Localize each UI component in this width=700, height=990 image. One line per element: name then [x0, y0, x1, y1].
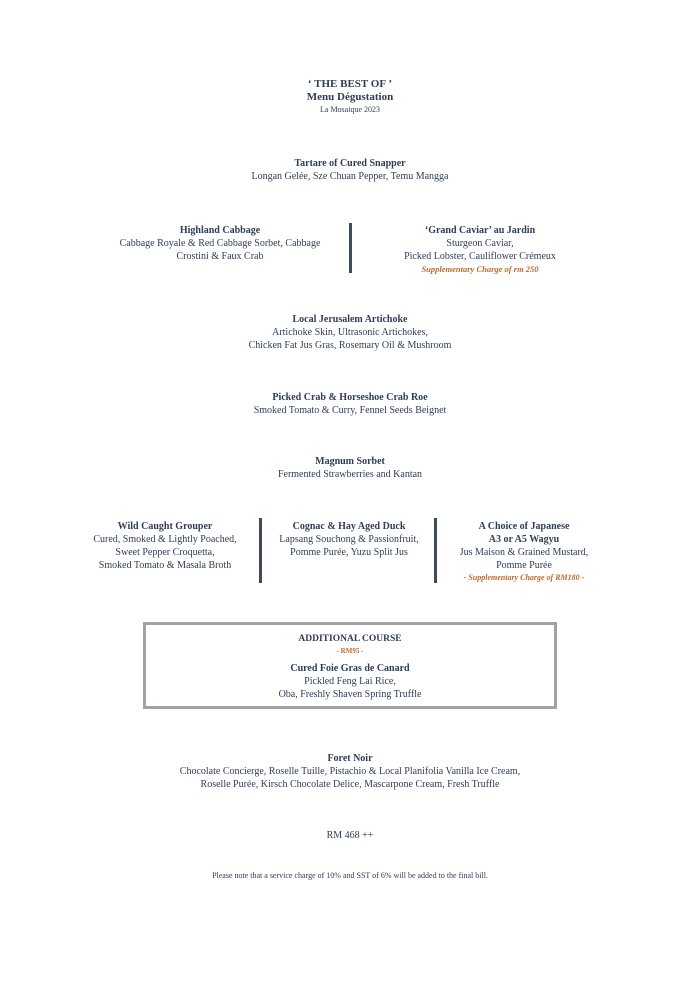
course-dessert [0, 752, 700, 791]
course-desc-line: Smoked Tomato & Masala Broth [98, 560, 232, 571]
additional-course-price: - RM95 - [336, 647, 364, 655]
course-desc-line: Crostini & Faux Crab [176, 251, 264, 262]
course-desc-line: Picked Lobster, Cauliflower Crémeux [404, 251, 556, 262]
course-duck [263, 520, 435, 559]
course-desc: Longan Gelée, Sze Chuan Pepper, Temu Mangga [251, 171, 449, 182]
course-name: Tartare of Cured Snapper [294, 158, 406, 169]
course-desc: Smoked Tomato & Curry, Fennel Seeds Beignet [253, 405, 447, 416]
course-artichoke [0, 313, 700, 352]
course-name: A Choice of Japanese [478, 521, 570, 532]
course-desc-line: Lapsang Souchong & Passionfruit, [279, 534, 419, 545]
supplementary-charge: Supplementary Charge of rm 250 [421, 264, 539, 274]
course-desc-line: Pickled Feng Lai Rice, [304, 676, 396, 687]
course-name: Magnum Sorbet [315, 456, 385, 467]
course-desc-line: Oba, Freshly Shaven Spring Truffle [278, 689, 422, 700]
course-name: Local Jerusalem Artichoke [292, 314, 408, 325]
menu-price [0, 829, 700, 842]
course-desc-line: Roselle Purée, Kirsch Chocolate Delice, Mascarpone Cream, Fresh Truffle [200, 779, 500, 790]
additional-course-box [143, 622, 557, 709]
course-desc-line: Chicken Fat Jus Gras, Rosemary Oil & Mushroom [248, 340, 452, 351]
course-grouper [70, 520, 260, 572]
divider-line [259, 518, 262, 583]
course-desc: Fermented Strawberries and Kantan [277, 469, 423, 480]
course-highland-cabbage [90, 224, 350, 263]
service-note-text: Please note that a service charge of 10% and SST of 6% will be added to the final bill. [212, 871, 488, 880]
venue-year: La Mosaique 2023 [320, 105, 380, 114]
course-desc-line: Jus Maison & Grained Mustard, [459, 547, 589, 558]
course-name: Foret Noir [327, 753, 373, 764]
divider-line [349, 223, 352, 273]
course-tartare [0, 157, 700, 183]
course-crab [0, 391, 700, 417]
course-name: Wild Caught Grouper [117, 521, 213, 532]
course-name: Cured Foie Gras de Canard [290, 663, 410, 674]
menu-header [0, 78, 700, 115]
course-wagyu [438, 520, 610, 584]
course-desc-line: Pomme Purée, Yuzu Split Jus [290, 547, 408, 558]
course-name: Cognac & Hay Aged Duck [292, 521, 406, 532]
course-sorbet [0, 455, 700, 481]
supplementary-charge: - Supplementary Charge of RM180 - [463, 573, 585, 582]
additional-course-heading: ADDITIONAL COURSE [298, 634, 402, 644]
menu-title: ‘ THE BEST OF ’ [307, 78, 393, 90]
course-desc-line: Sweet Pepper Croquetta, [115, 547, 215, 558]
course-name-line2: A3 or A5 Wagyu [488, 534, 560, 545]
course-desc-line: Sturgeon Caviar, [446, 238, 514, 249]
course-desc-line: Artichoke Skin, Ultrasonic Artichokes, [272, 327, 428, 338]
course-name: Highland Cabbage [179, 225, 261, 236]
course-desc-line: Pomme Purée [496, 560, 552, 571]
course-desc-line: Cabbage Royale & Red Cabbage Sorbet, Cabbage [119, 238, 321, 249]
menu-subtitle: Menu Dégustation [306, 91, 394, 103]
divider-line [434, 518, 437, 583]
course-grand-caviar [355, 224, 605, 275]
course-name: Picked Crab & Horseshoe Crab Roe [272, 392, 428, 403]
service-note [0, 870, 700, 881]
course-desc-line: Chocolate Concierge, Roselle Tuille, Pistachio & Local Planifolia Vanilla Ice Cream, [179, 766, 521, 777]
course-desc-line: Cured, Smoked & Lightly Poached, [93, 534, 237, 545]
course-name: ‘Grand Caviar’ au Jardin [424, 225, 536, 236]
price-text: RM 468 ++ [326, 830, 374, 841]
